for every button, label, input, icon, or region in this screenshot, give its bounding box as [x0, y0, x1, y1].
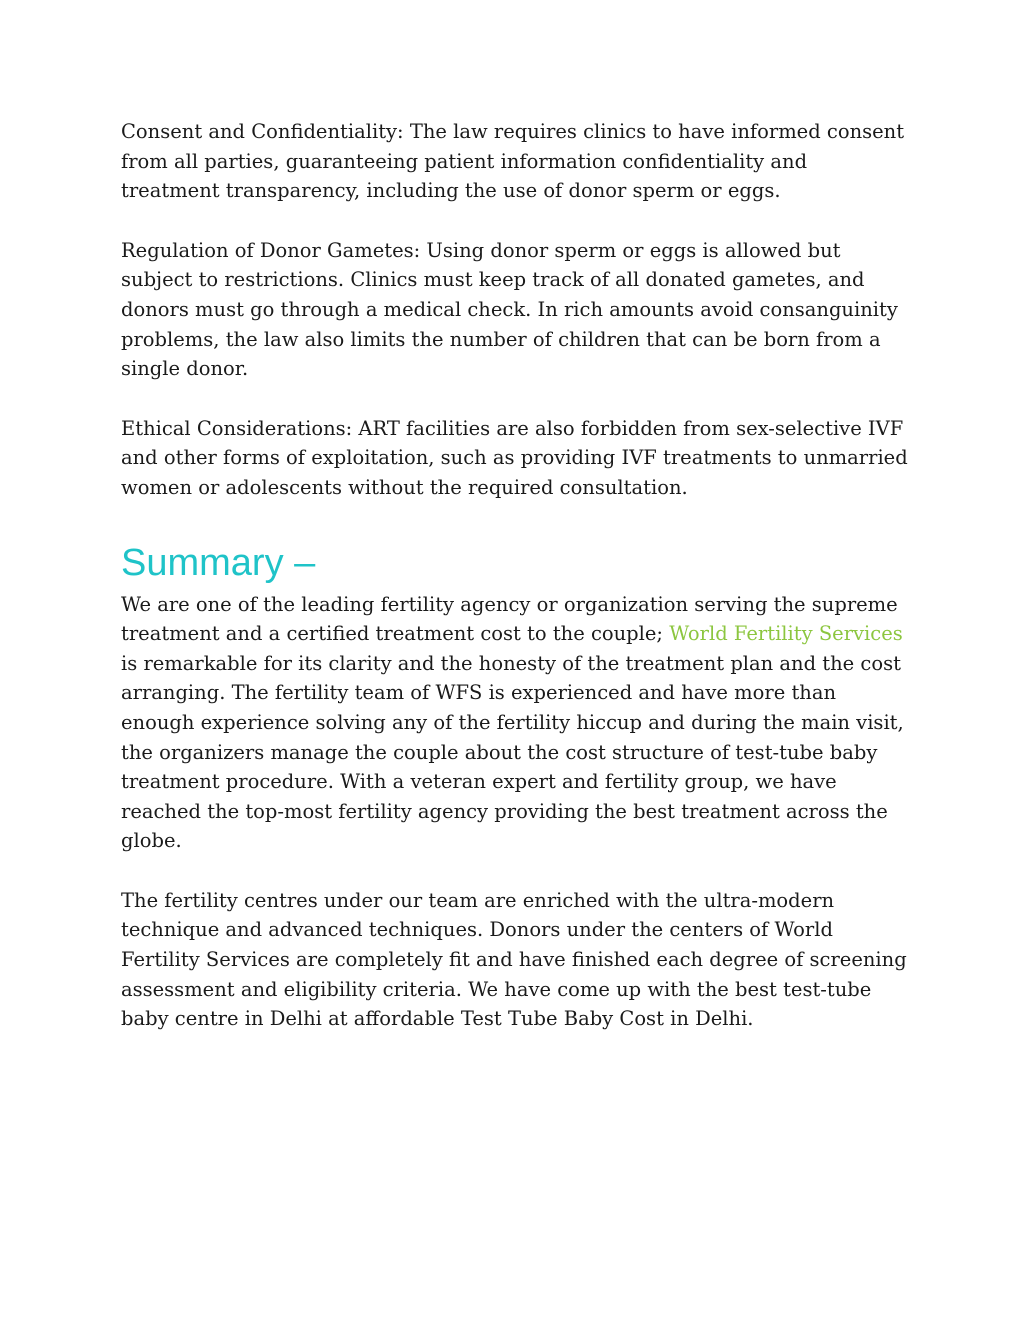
donor-gametes-paragraph: Regulation of Donor Gametes: Using donor sperm or eggs is allowed but subject to restrictions. Clinics must keep track of all donated gametes, and donors must go through a medical check. In rich amounts avoid consanguinity problems, the law also limits the number of children that can be born from a single donor. — [121, 238, 898, 381]
summary-text-end: is remarkable for its clarity and the honesty of the treatment plan and the cost arranging. The fertility team of WFS is experienced and have more than enough experience solving any of the fertility hiccup and during the main visit, the organizers manage the couple about the cost structure of test-tube baby treatment procedure. With a veteran expert and fertility group, we have reached the top-most fertility agency providing the best treatment across the globe. — [121, 651, 904, 853]
consent-paragraph: Consent and Confidentiality: The law requires clinics to have informed consent from all parties, guaranteeing patient information confidentiality and treatment transparency, including the use of donor sperm or eggs. — [121, 120, 905, 203]
document-page — [121, 117, 911, 1064]
summary-paragraph-1 — [121, 590, 911, 856]
ethical-considerations-paragraph: Ethical Considerations: ART facilities are also forbidden from sex-selective IVF and other forms of exploitation, such as providing IVF treatments to unmarried women or adolescents without the required consultation. — [121, 416, 908, 499]
summary-heading: Summary – — [121, 541, 316, 584]
summary-paragraph-2: The fertility centres under our team are enriched with the ultra-modern technique and advanced techniques. Donors under the centers of World Fertility Services are completely fit and have finished each degree of screening assessment and eligibility criteria. We have come up with the best test-tube baby centre in Delhi at affordable Test Tube Baby Cost in Delhi. — [121, 888, 907, 1031]
summary-text-start: We are one of the leading fertility agency or organization serving the supreme treatment and a certified treatment cost to the couple; — [121, 592, 898, 646]
world-fertility-services-link[interactable]: World Fertility Services — [669, 622, 903, 646]
